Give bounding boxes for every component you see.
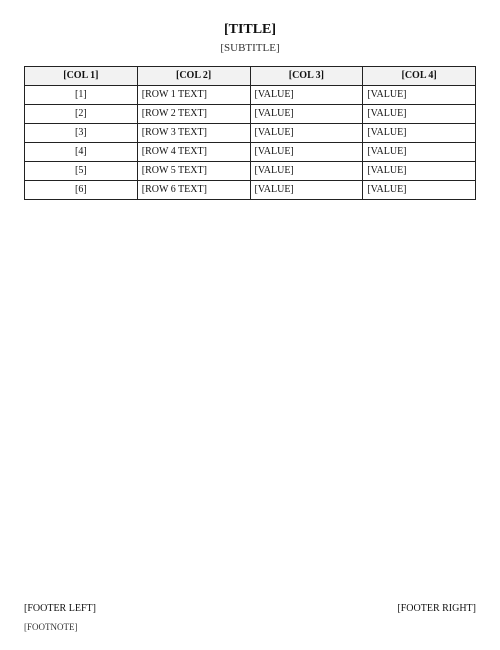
table-row	[25, 86, 476, 105]
table-cell: [VALUE]	[363, 143, 476, 162]
table-header-row	[25, 67, 476, 86]
table-cell: [5]	[25, 162, 138, 181]
table-cell: [1]	[25, 86, 138, 105]
table-body	[25, 86, 476, 200]
table-cell: [ROW 1 TEXT]	[137, 86, 250, 105]
table-cell: [VALUE]	[363, 162, 476, 181]
table-cell: [3]	[25, 124, 138, 143]
document-subtitle: [SUBTITLE]	[220, 42, 280, 54]
table-cell: [VALUE]	[363, 105, 476, 124]
table-cell: [ROW 5 TEXT]	[137, 162, 250, 181]
table-cell: [VALUE]	[363, 86, 476, 105]
table-header-cell: [COL 2]	[137, 67, 250, 86]
table-cell: [2]	[25, 105, 138, 124]
table-cell: [ROW 3 TEXT]	[137, 124, 250, 143]
table-row	[25, 124, 476, 143]
table-cell: [VALUE]	[250, 86, 363, 105]
footnote: [FOOTNOTE]	[24, 622, 78, 632]
footer-left-text: [FOOTER LEFT]	[24, 603, 96, 614]
table-cell: [ROW 4 TEXT]	[137, 143, 250, 162]
table-row	[25, 181, 476, 200]
table-cell: [ROW 2 TEXT]	[137, 105, 250, 124]
document-title: [TITLE]	[223, 22, 277, 37]
table-cell: [VALUE]	[250, 105, 363, 124]
table-row	[25, 105, 476, 124]
table-cell: [VALUE]	[363, 181, 476, 200]
data-table	[24, 66, 476, 200]
table-row	[25, 143, 476, 162]
table-cell: [6]	[25, 181, 138, 200]
table-cell: [VALUE]	[250, 143, 363, 162]
table-cell: [VALUE]	[250, 162, 363, 181]
table-cell: [ROW 6 TEXT]	[137, 181, 250, 200]
table-cell: [VALUE]	[250, 181, 363, 200]
table-cell: [VALUE]	[363, 124, 476, 143]
footer-right-text: [FOOTER RIGHT]	[397, 603, 476, 614]
table-row	[25, 162, 476, 181]
table-header-cell: [COL 3]	[250, 67, 363, 86]
table-header-cell: [COL 4]	[363, 67, 476, 86]
table-cell: [VALUE]	[250, 124, 363, 143]
document-footer	[24, 593, 476, 614]
table-header-cell: [COL 1]	[25, 67, 138, 86]
table-cell: [4]	[25, 143, 138, 162]
